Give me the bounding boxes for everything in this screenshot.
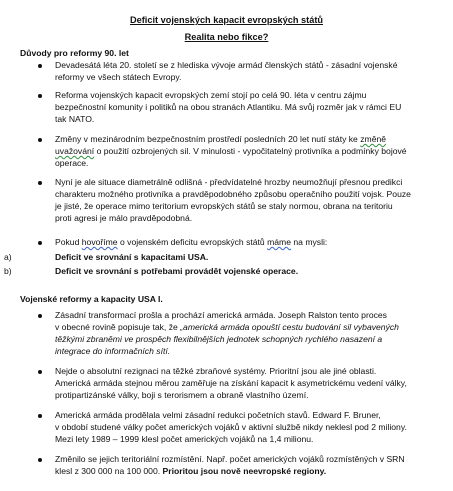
- text-span: na mysli:: [291, 237, 328, 247]
- section-heading-usa: Vojenské reformy a kapacity USA I.: [20, 294, 163, 304]
- text-line: Americká armáda stejnou měrou zaměřuje na získání kapacit k asymetrickému vedení války,: [55, 378, 407, 389]
- text-line: tak NATO.: [55, 114, 95, 125]
- quote-span: „americká armáda opouští cestu budování sil vybavených: [180, 322, 399, 333]
- text-line: těžkými zbraněmi ve prospěch flexibilnějších jednotek schopných rychlého nasazení a: [55, 334, 383, 345]
- text-line: integrace do informačních sítí.: [55, 346, 171, 357]
- text-span: v obecné rovině popisuje tak, že: [55, 322, 181, 333]
- bullet-dot: [38, 414, 42, 418]
- list-letter: a): [4, 252, 12, 262]
- bullet-dot: [38, 94, 42, 98]
- bullet-dot: [38, 241, 42, 245]
- text-span: o vojenském deficitu evropských států: [117, 237, 268, 247]
- text-line: operace.: [55, 158, 89, 169]
- list-letter: b): [4, 266, 12, 276]
- list-item: [55, 59, 448, 83]
- text-line: bezpečnostní komunity i politiků na obou stranách Atlantiku. Má svůj rozměr jak v rámci EU: [55, 102, 402, 113]
- text-line: je jisté, že operace mimo teritorium evropských států se staly normou, obrana na teritoriu: [55, 201, 393, 212]
- bullet-dot: [38, 314, 42, 318]
- bullet-dot: [38, 181, 42, 185]
- bullet-dot: [38, 64, 42, 68]
- text-line: protipartizánské války, boji s terorismem a obraně vlastního území.: [55, 390, 309, 401]
- list-item: [55, 409, 448, 445]
- text-line: [55, 465, 448, 477]
- document-title: Deficit vojenských kapacit evropských států: [129, 15, 324, 25]
- text-line: Mezi lety 1989 – 1999 klesl počet amerických vojáků na 1,4 milionu.: [55, 434, 314, 445]
- text-span: Změny v mezinárodním bezpečnostním prostředí posledních 20 let nutí státy ke: [55, 134, 361, 144]
- list-item: [55, 133, 448, 169]
- list-item: [55, 453, 448, 477]
- text-span: o použití ozbrojených sil. V minulosti - vypočitatelný protivníka a podmínky bojové: [94, 146, 407, 157]
- text-line: proti agresi je málo pravděpodobná.: [55, 213, 193, 224]
- text-span: Pokud: [55, 237, 82, 247]
- text-line: Změnilo se jejich teritoriální rozmístění. Např. počet amerických vojáků rozmístěných v SRN: [55, 454, 405, 464]
- emphasis-span: Prioritou jsou nově neevropské regiony.: [162, 466, 327, 477]
- text-line: Americká armáda prodělala velmi zásadní redukci početních stavů. Edward F. Bruner,: [55, 410, 381, 420]
- section-heading-reasons: Důvody pro reformy 90. let: [20, 48, 129, 58]
- spellcheck-word: hovoříme: [81, 237, 118, 247]
- spellcheck-word: uvažování: [55, 146, 95, 157]
- text-line: Reforma vojenských kapacit evropských zemí stojí po celá 90. léta v centru zájmu: [55, 90, 367, 100]
- lettered-item: Deficit ve srovnání s potřebami provádět vojenské operace.: [55, 266, 299, 276]
- text-line: reformy ve všech státech Evropy.: [55, 72, 182, 83]
- text-line: [55, 236, 448, 248]
- document-subtitle: Realita nebo fikce?: [184, 32, 269, 42]
- text-line: Nejde o absolutní rezignaci na těžké zbraňové systémy. Prioritní jsou ale jiné oblasti.: [55, 366, 377, 376]
- text-line: v období studené války počet amerických vojáků v aktivní službě nikdy neklesl pod 2 miliony.: [55, 422, 407, 433]
- text-line: [55, 321, 448, 333]
- text-line: [55, 133, 448, 145]
- spellcheck-word: máme: [267, 237, 291, 247]
- list-item: [55, 365, 448, 401]
- text-line: charakteru možného protivníka a pravděpodobného způsobu operačního použití vojsk. Pouze: [55, 189, 411, 200]
- text-line: [55, 145, 448, 157]
- list-item: [55, 176, 448, 224]
- lettered-item: Deficit ve srovnání s kapacitami USA.: [55, 252, 209, 262]
- text-line: Devadesátá léta 20. století se z hlediska vývoje armád členských států - zásadní vojenské: [55, 60, 398, 70]
- bullet-dot: [38, 458, 42, 462]
- list-item: [55, 89, 448, 125]
- text-span: klesl z 300 000 na 100 000.: [55, 466, 163, 477]
- bullet-dot: [38, 138, 42, 142]
- spellcheck-word: změně: [360, 134, 387, 144]
- text-line: Zásadní transformací prošla a prochází americká armáda. Joseph Ralston tento proces: [55, 310, 387, 320]
- list-item: [55, 236, 448, 248]
- bullet-dot: [38, 370, 42, 374]
- list-item: [55, 309, 448, 357]
- text-line: Nyní je ale situace diametrálně odlišná - předvídatelné hrozby neumožňují přesnou predikci: [55, 177, 403, 187]
